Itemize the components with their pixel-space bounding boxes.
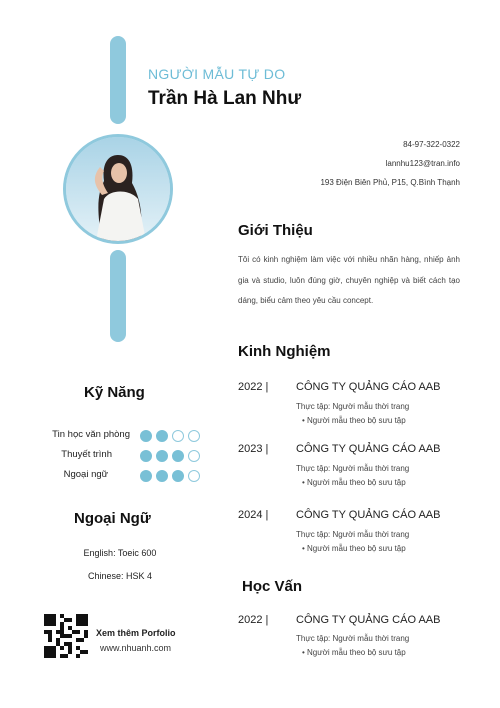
contact-email: lannhu123@tran.info [385, 159, 460, 168]
skill-rating [140, 430, 200, 442]
skills-heading: Kỹ Năng [84, 384, 145, 401]
rating-dot-empty [188, 470, 200, 482]
education-year: 2022 | [238, 614, 269, 626]
experience-role: Thực tập: Người mẫu thời trang [296, 530, 410, 539]
rating-dot-filled [140, 430, 152, 442]
rating-dot-filled [140, 470, 152, 482]
language-english: English: Toeic 600 [83, 548, 157, 558]
education-heading: Học Vấn [242, 578, 303, 595]
contact-phone: 84-97-322-0322 [403, 140, 460, 149]
languages-heading: Ngoại Ngữ [74, 510, 151, 527]
rating-dot-filled [156, 450, 168, 462]
education-company: CÔNG TY QUẢNG CÁO AAB [296, 614, 441, 626]
experience-company: CÔNG TY QUẢNG CÁO AAB [296, 381, 441, 393]
experience-year: 2023 | [238, 443, 269, 455]
rating-dot-filled [172, 450, 184, 462]
intro-heading: Giới Thiệu [238, 222, 313, 239]
experience-bullet: • Người mẫu theo bộ sưu tập [302, 544, 406, 553]
education-role: Thực tập: Người mẫu thời trang [296, 634, 410, 643]
experience-year: 2022 | [238, 381, 269, 393]
rating-dot-filled [140, 450, 152, 462]
skill-label: Tin học văn phòng [52, 429, 130, 440]
experience-bullet: • Người mẫu theo bộ sưu tập [302, 416, 406, 425]
experience-company: CÔNG TY QUẢNG CÁO AAB [296, 509, 441, 521]
experience-role: Thực tập: Người mẫu thời trang [296, 464, 410, 473]
education-bullet: • Người mẫu theo bộ sưu tập [302, 648, 406, 657]
accent-bar-top [110, 36, 126, 124]
portfolio-title: Xem thêm Porfolio [96, 628, 176, 638]
rating-dot-filled [172, 470, 184, 482]
qr-code-icon [44, 614, 88, 658]
experience-year: 2024 | [238, 509, 269, 521]
job-role: NGƯỜI MẪU TỰ DO [148, 66, 286, 82]
contact-address: 193 Điện Biên Phủ, P15, Q.Bình Thạnh [320, 178, 460, 187]
intro-text: Tôi có kinh nghiệm làm việc với nhiều nhãn hàng, nhiếp ảnh gia và studio, luôn đúng giờ, chuyên nghiệp và biết cách tạo dáng, biểu cảm theo yêu cầu concept. [238, 255, 460, 305]
experience-role: Thực tập: Người mẫu thời trang [296, 402, 410, 411]
accent-bar-bottom [110, 250, 126, 342]
profile-photo-image [66, 137, 170, 241]
skill-rating [140, 450, 200, 462]
rating-dot-filled [156, 470, 168, 482]
skill-rating [140, 470, 200, 482]
profile-photo [63, 134, 173, 244]
skill-label: Ngoại ngữ [63, 469, 108, 480]
language-chinese: Chinese: HSK 4 [87, 571, 153, 581]
rating-dot-empty [188, 430, 200, 442]
experience-bullet: • Người mẫu theo bộ sưu tập [302, 478, 406, 487]
rating-dot-empty [172, 430, 184, 442]
full-name: Trần Hà Lan Như [148, 88, 302, 109]
experience-heading: Kinh Nghiệm [238, 343, 331, 360]
portfolio-link[interactable]: www.nhuanh.com [100, 643, 172, 653]
rating-dot-empty [188, 450, 200, 462]
rating-dot-filled [156, 430, 168, 442]
experience-company: CÔNG TY QUẢNG CÁO AAB [296, 443, 441, 455]
skill-label: Thuyết trình [61, 449, 112, 460]
